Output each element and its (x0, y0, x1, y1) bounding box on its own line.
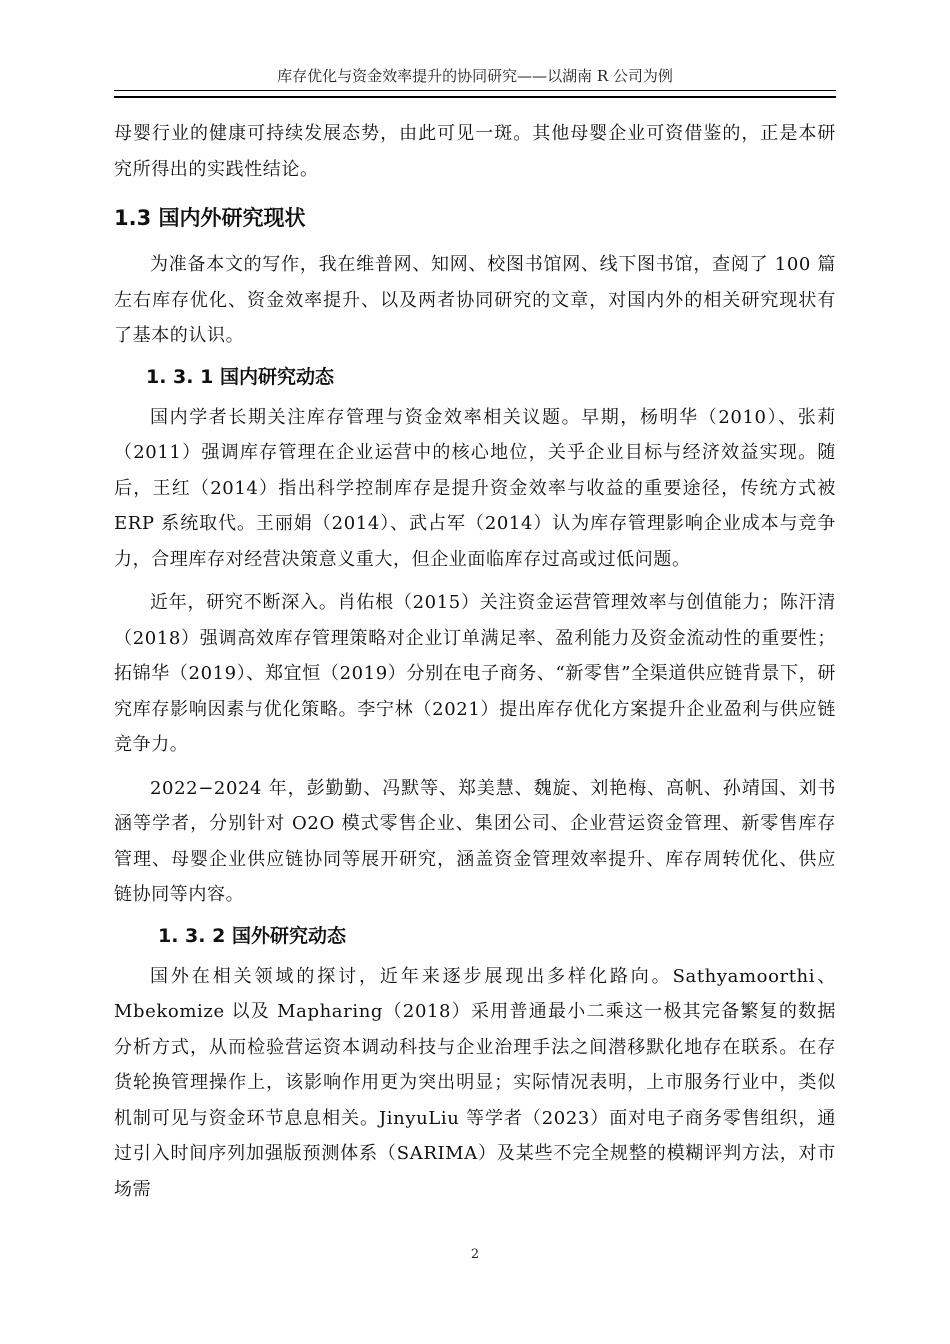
header-double-rule (114, 90, 836, 98)
intro-paragraph: 母婴行业的健康可持续发展态势，由此可见一斑。其他母婴企业可资借鉴的，正是本研究所得出的实践性结论。 (114, 123, 836, 180)
foreign-research-paragraph: 国外在相关领域的探讨，近年来逐步展现出多样化路向。Sathyamoorthi、Mbekomize 以及 Mapharing（2018）采用普通最小二乘这一极其完备繁复的数据分析方式，从而检验营运资本调动科技与企业治理手法之间潜移默化地存在联系。在存货轮换管理操作上，该影响作用更为突出明显；实际情况表明，上市服务行业中，类似机制可见与资金环节息息相关。JinyuLiu 等学者（2023）面对电子商务零售组织，通过引入时间序列加强版预测体系（SARIMA）及某些不完全规整的模糊评判方法，对市场需 (114, 965, 836, 1200)
section-heading-1-3: 1.3 国内外研究现状 (114, 206, 306, 230)
running-header: 库存优化与资金效率提升的协同研究——以湖南 R 公司为例 (277, 67, 673, 85)
domestic-research-paragraph-3: 2022−2024 年，彭勤勤、冯默等、郑美慧、魏旋、刘艳梅、高帆、孙靖国、刘书涵等学者，分别针对 O2O 模式零售企业、集团公司、企业营运资金管理、新零售库存管理、母婴企业供应链协同等展开研究，涵盖资金管理效率提升、库存周转优化、供应链协同等内容。 (114, 777, 836, 905)
section-heading-1-3-2: 1. 3. 2 国外研究动态 (158, 924, 346, 947)
page-number: 2 (470, 1247, 480, 1262)
section-1-3-paragraph: 为准备本文的写作，我在维普网、知网、校图书馆网、线下图书馆，查阅了 100 篇左右库存优化、资金效率提升、以及两者协同研究的文章，对国内外的相关研究现状有了基本的认识。 (114, 254, 836, 346)
section-heading-1-3-1: 1. 3. 1 国内研究动态 (146, 365, 334, 388)
domestic-research-paragraph-2: 近年，研究不断深入。肖佑根（2015）关注资金运营管理效率与创值能力；陈汗清（2018）强调高效库存管理策略对企业订单满足率、盈利能力及资金流动性的重要性；拓锦华（2019）、郑宜恒（2019）分别在电子商务、“新零售”全渠道供应链背景下，研究库存影响因素与优化策略。李宁林（2021）提出库存优化方案提升企业盈利与供应链竞争力。 (114, 592, 836, 755)
page-body (114, 116, 836, 1207)
domestic-research-paragraph-1: 国内学者长期关注库存管理与资金效率相关议题。早期，杨明华（2010）、张莉（2011）强调库存管理在企业运营中的核心地位，关乎企业目标与经济效益实现。随后，王红（2014）指出科学控制库存是提升资金效率与收益的重要途径，传统方式被 ERP 系统取代。王丽娟（2014）、武占军（2014）认为库存管理影响企业成本与竞争力，合理库存对经营决策意义重大，但企业面临库存过高或过低问题。 (114, 406, 836, 570)
